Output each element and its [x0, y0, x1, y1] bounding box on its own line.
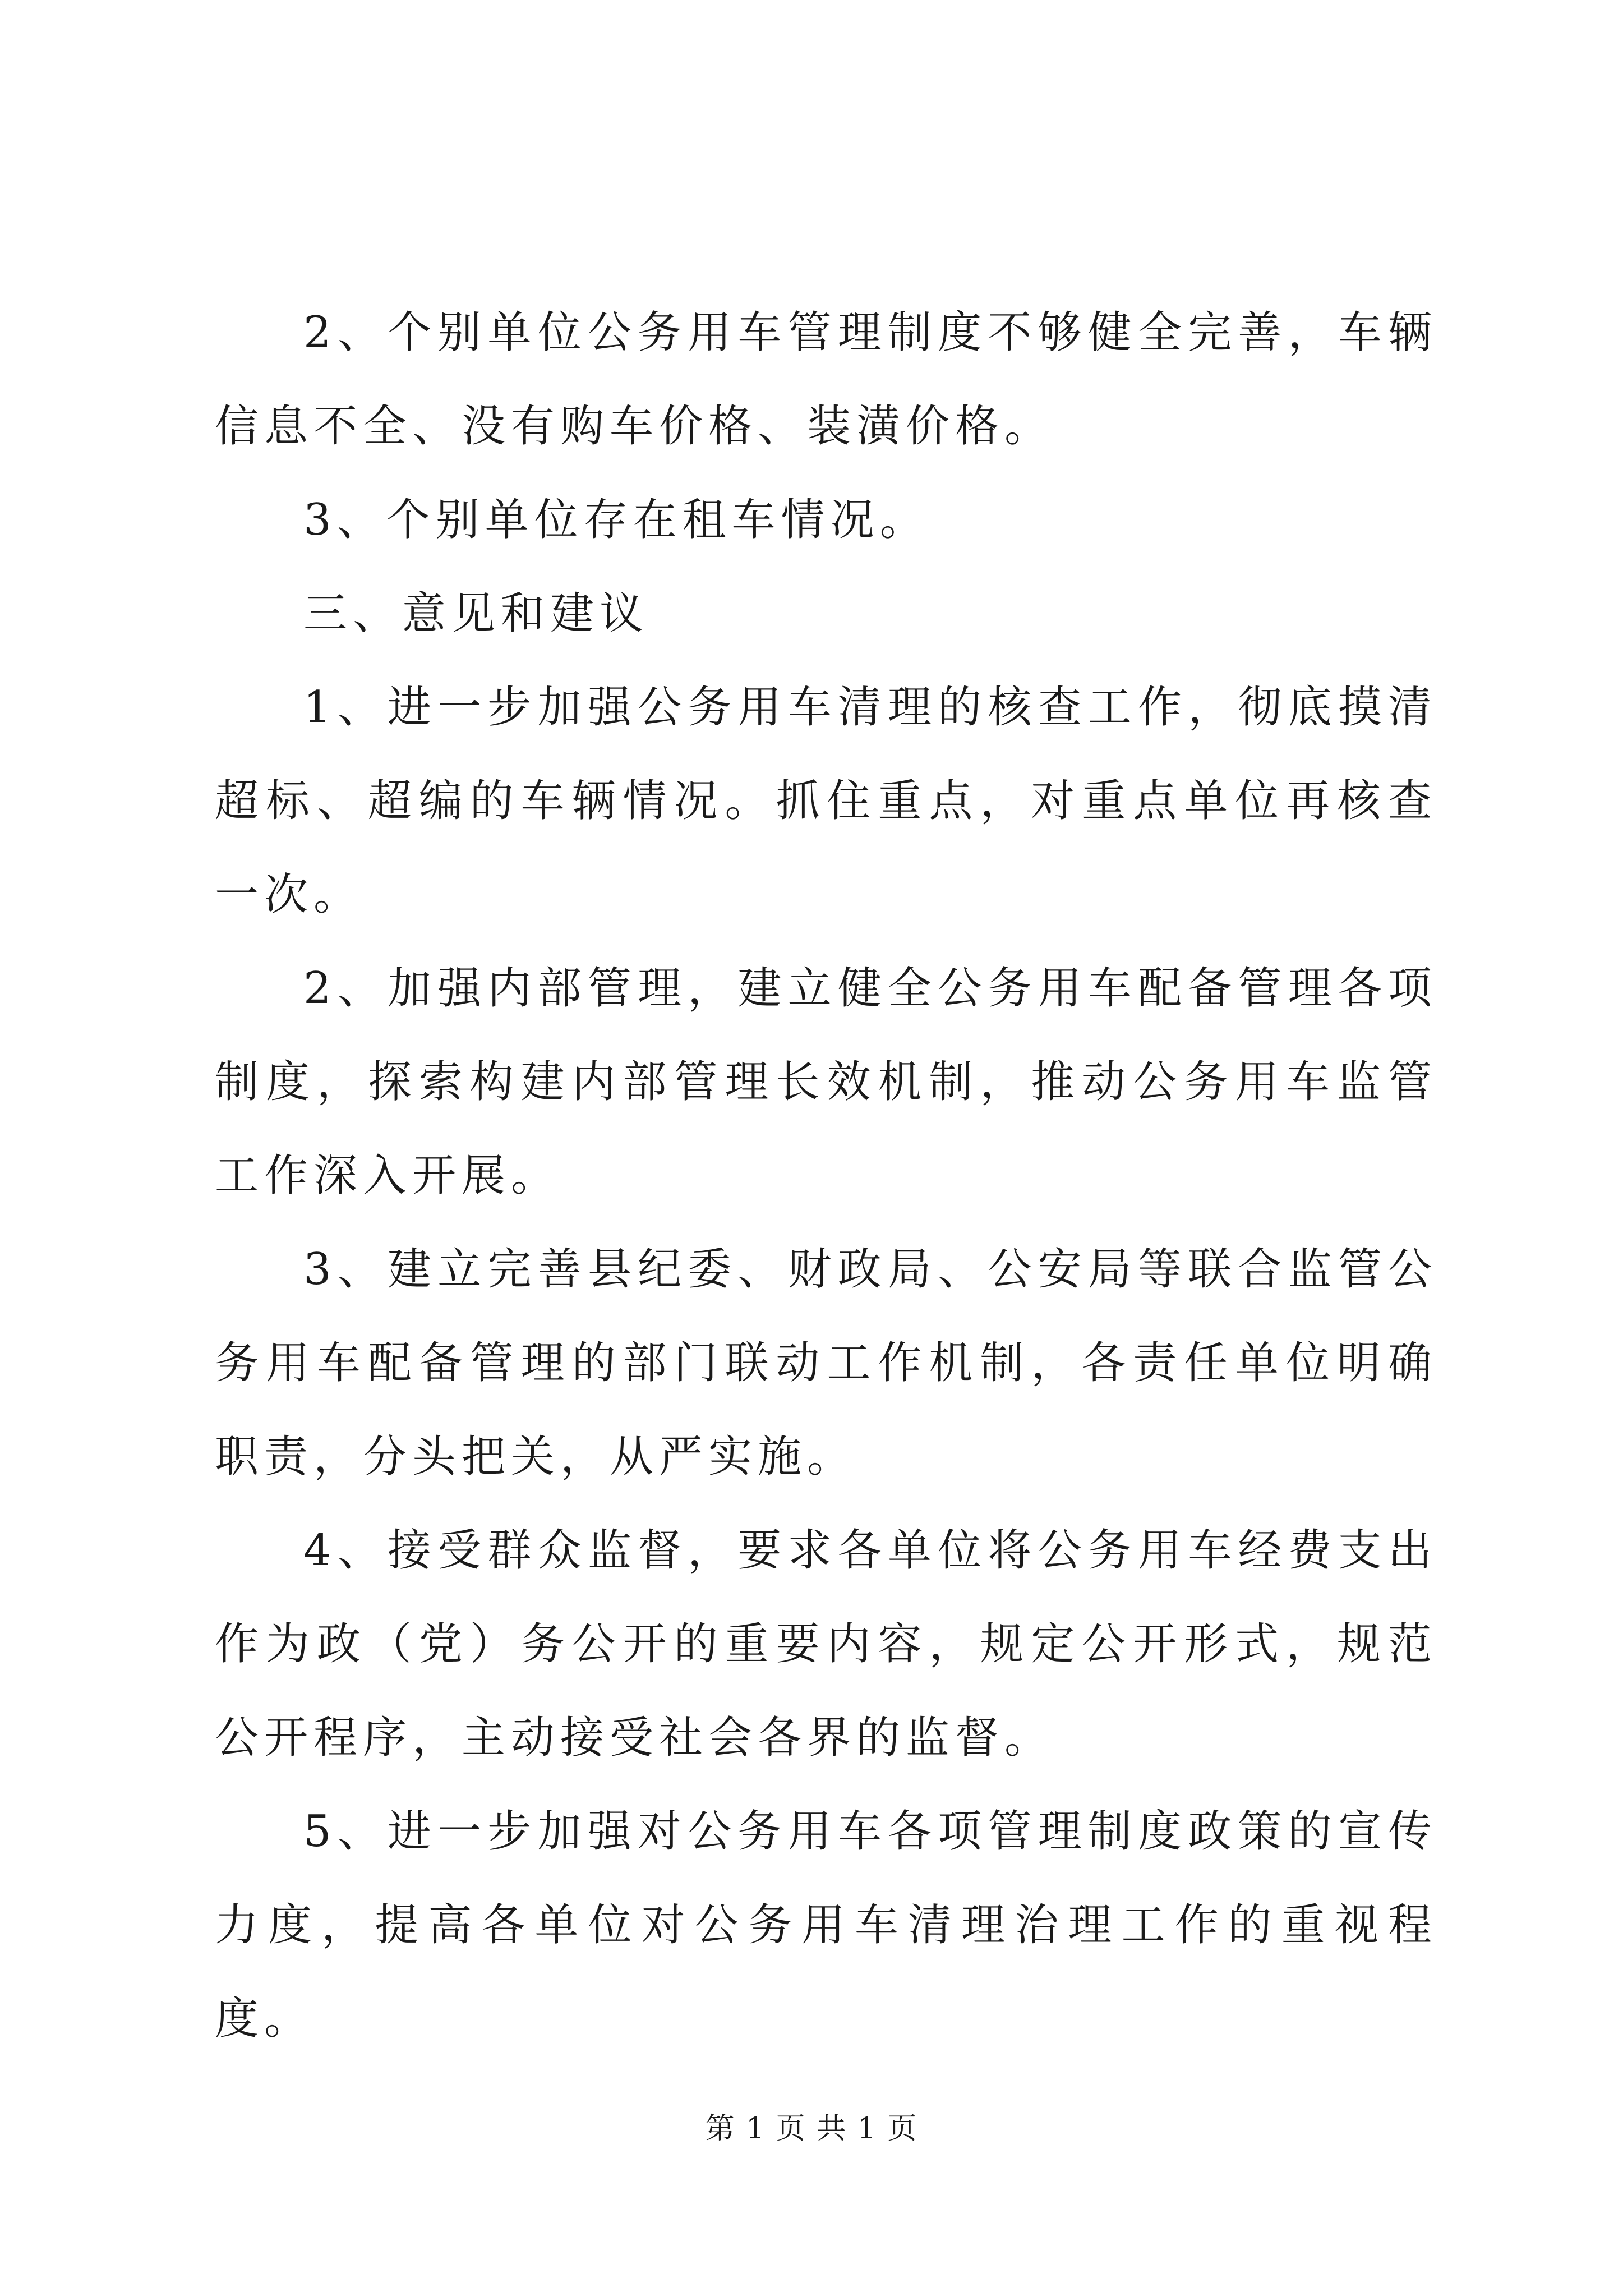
paragraph-suggestion-3: 3、建立完善县纪委、财政局、公安局等联合监管公务用车配备管理的部门联动工作机制，各责任单位明确职责，分头把关，从严实施。 — [215, 1244, 1437, 1482]
paragraph-suggestion-1: 1、进一步加强公务用车清理的核查工作，彻底摸清超标、超编的车辆情况。抓住重点，对重点单位再核查一次。 — [215, 682, 1437, 920]
paragraph-issue-2: 2、个别单位公务用车管理制度不够健全完善，车辆信息不全、没有购车价格、装潢价格。 — [215, 307, 1437, 452]
paragraph-suggestion-5: 5、进一步加强对公务用车各项管理制度政策的宣传力度，提高各单位对公务用车清理治理工作的重视程度。 — [215, 1806, 1437, 2044]
paragraph-suggestion-2: 2、加强内部管理，建立健全公务用车配备管理各项制度，探索构建内部管理长效机制，推动公务用车监管工作深入开展。 — [215, 963, 1437, 1201]
section-heading-suggestions: 三、意见和建议 — [303, 588, 649, 639]
page-number-footer: 第 1 页 共 1 页 — [705, 2112, 918, 2146]
paragraph-suggestion-4: 4、接受群众监督，要求各单位将公务用车经费支出作为政（党）务公开的重要内容，规定公开形式，规范公开程序，主动接受社会各界的监督。 — [215, 1525, 1437, 1763]
document-body — [215, 286, 1437, 2066]
paragraph-issue-3: 3、个别单位存在租车情况。 — [303, 495, 929, 545]
